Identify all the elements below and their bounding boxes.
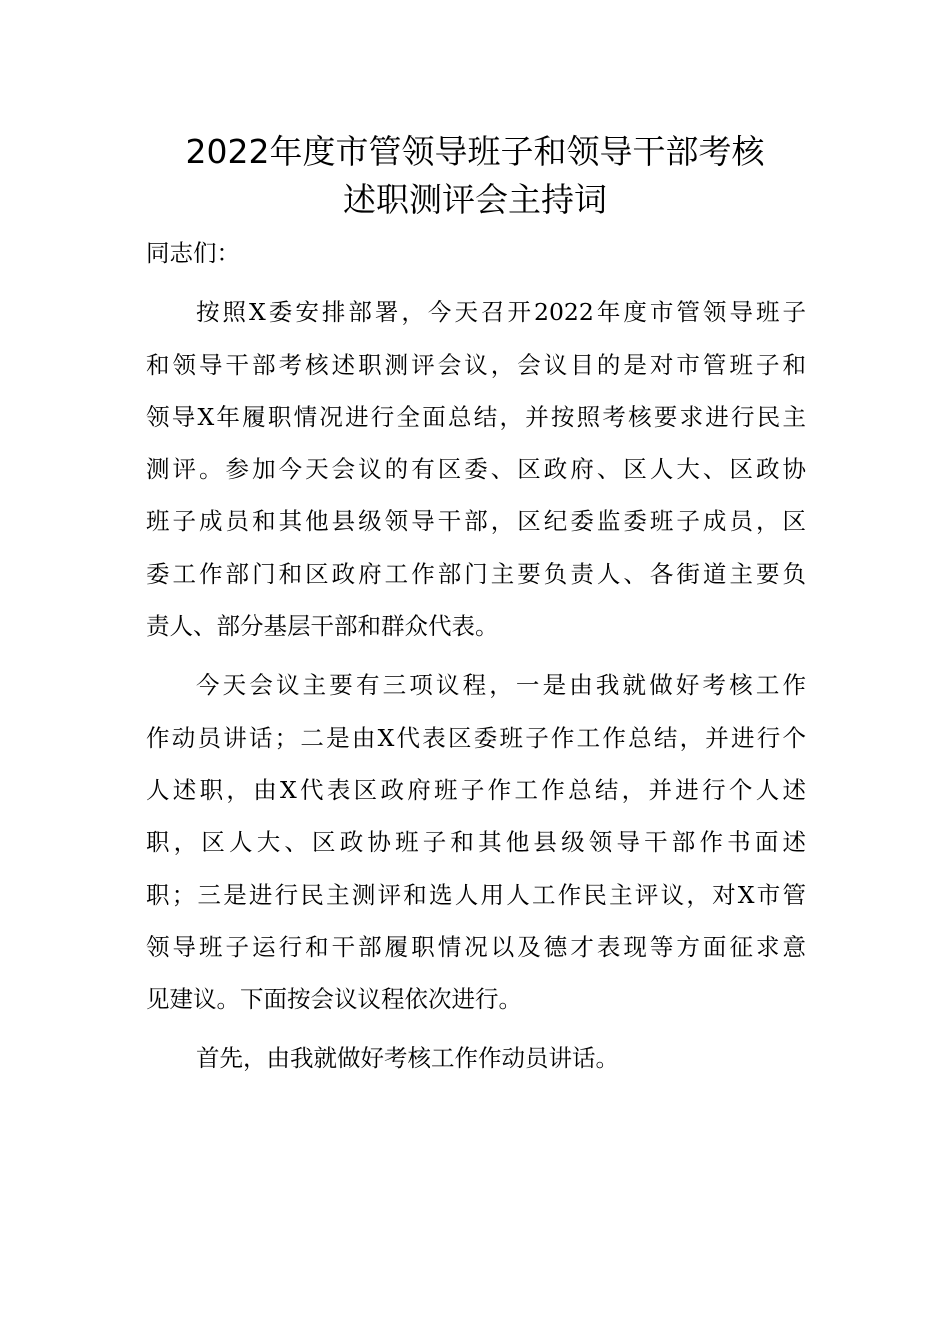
- paragraph-2: [146, 659, 806, 1025]
- paragraph-line: 责人、部分基层干部和群众代表。: [146, 612, 499, 641]
- paragraph-line: 作动员讲话；二是由X代表区委班子作工作总结，并进行个: [146, 723, 806, 752]
- paragraph-line: 按照X委安排部署，今天召开2022年度市管领导班子: [196, 298, 806, 327]
- title-line-1: 2022年度市管领导班子和领导干部考核: [185, 132, 765, 171]
- salutation-text: 同志们：: [146, 239, 240, 267]
- title-line-2: 述职测评会主持词: [343, 180, 607, 219]
- paragraph-line: 领导班子运行和干部履职情况以及德才表现等方面征求意: [146, 932, 806, 961]
- paragraph-line: 测评。参加今天会议的有区委、区政府、区人大、区政协: [146, 455, 806, 484]
- document-body: [146, 227, 806, 1085]
- paragraph-line: 见建议。下面按会议议程依次进行。: [146, 985, 522, 1014]
- paragraph-line: 今天会议主要有三项议程，一是由我就做好考核工作: [196, 671, 806, 700]
- paragraph-line: 职；三是进行民主测评和选人用人工作民主评议，对X市管: [146, 880, 806, 909]
- paragraph-3: [146, 1032, 806, 1084]
- document-title: [0, 128, 950, 224]
- paragraph-line: 职，区人大、区政协班子和其他县级领导干部作书面述: [146, 828, 806, 857]
- paragraph-1: [146, 286, 806, 652]
- paragraph-line: 领导X年履职情况进行全面总结，并按照考核要求进行民主: [146, 402, 806, 431]
- paragraph-line: 和领导干部考核述职测评会议，会议目的是对市管班子和: [146, 350, 806, 379]
- paragraph-line: 班子成员和其他县级领导干部，区纪委监委班子成员，区: [146, 507, 806, 536]
- salutation: [146, 227, 806, 279]
- paragraph-line: 首先，由我就做好考核工作作动员讲话。: [196, 1044, 619, 1073]
- paragraph-line: 委工作部门和区政府工作部门主要负责人、各街道主要负: [146, 559, 806, 588]
- paragraph-line: 人述职，由X代表区政府班子作工作总结，并进行个人述: [146, 775, 806, 804]
